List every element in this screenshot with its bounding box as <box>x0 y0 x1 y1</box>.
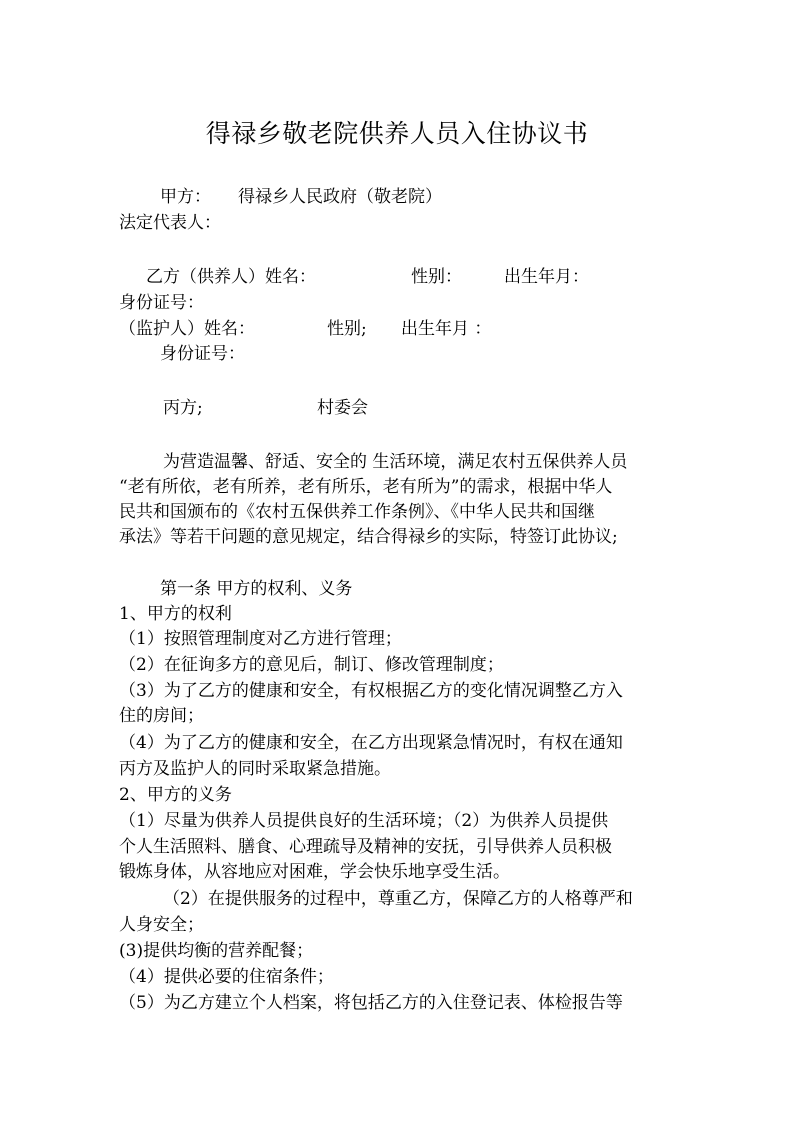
preamble-line-3: 民共和国颁布的《农村五保供养工作条例》、《中华人民共和国继 <box>119 502 595 522</box>
rights-heading: 1、甲方的权利 <box>119 604 232 624</box>
party-c-value: 村委会 <box>317 398 368 418</box>
rights-item-4-line-1: （4）为了乙方的健康和安全，在乙方出现紧急情况时，有权在通知 <box>119 733 623 753</box>
party-a-rep: 法定代表人： <box>119 213 221 233</box>
preamble-line-4: 承法》等若干问题的意见规定，结合得禄乡的实际，特签订此协议; <box>119 527 618 547</box>
party-a-name: 得禄乡人民政府（敬老院） <box>238 187 442 207</box>
party-a-label: 甲方： <box>160 187 211 207</box>
guardian-id-label: 身份证号： <box>160 344 245 364</box>
rights-item-4-line-2: 丙方及监护人的同时采取紧急措施。 <box>119 759 391 779</box>
duties-line-6: (3)提供均衡的营养配餐； <box>119 941 314 961</box>
duties-line-8: （5）为乙方建立个人档案，将包括乙方的入住登记表、体检报告等 <box>119 993 623 1013</box>
guardian-gender-label: 性别; <box>327 319 367 339</box>
preamble-line-2: “老有所依，老有所养，老有所乐，老有所为”的需求，根据中华人 <box>119 477 613 497</box>
party-b-id-label: 身份证号： <box>119 293 204 313</box>
rights-item-3-line-1: （3）为了乙方的健康和安全，有权根据乙方的变化情况调整乙方入 <box>119 681 623 701</box>
duties-heading: 2、甲方的义务 <box>119 785 232 805</box>
party-b-gender-label: 性别： <box>411 267 462 287</box>
rights-item-1: （1）按照管理制度对乙方进行管理； <box>119 629 402 649</box>
duties-line-1: （1）尽量为供养人员提供良好的生活环境；（2）为供养人员提供 <box>119 811 609 831</box>
party-c-label: 丙方; <box>163 398 203 418</box>
document-title: 得禄乡敬老院供养人员入住协议书 <box>205 119 589 148</box>
guardian-birth-label: 出生年月 ： <box>401 319 492 339</box>
duties-line-2: 个人生活照料、膳食、心理疏导及精神的安抚，引导供养人员积极 <box>119 837 612 857</box>
rights-item-2: （2）在征询多方的意见后，制订、修改管理制度； <box>119 655 504 675</box>
article-1-heading: 第一条 甲方的权利、义务 <box>160 579 353 599</box>
party-b-birth-label: 出生年月： <box>504 267 589 287</box>
duties-line-4: （2）在提供服务的过程中，尊重乙方，保障乙方的人格尊严和 <box>163 889 633 909</box>
guardian-name-label: （监护人）姓名： <box>119 319 255 339</box>
duties-line-3: 锻炼身体，从容地应对困难，学会快乐地享受生活。 <box>119 862 510 882</box>
duties-line-7: （4）提供必要的住宿条件； <box>119 967 334 987</box>
duties-line-5: 人身安全； <box>119 915 204 935</box>
preamble-line-1: 为营造温馨、舒适、安全的 生活环境，满足农村五保供养人员 <box>163 452 628 472</box>
rights-item-3-line-2: 住的房间； <box>119 706 204 726</box>
party-b-name-label: 乙方（供养人）姓名： <box>146 267 316 287</box>
